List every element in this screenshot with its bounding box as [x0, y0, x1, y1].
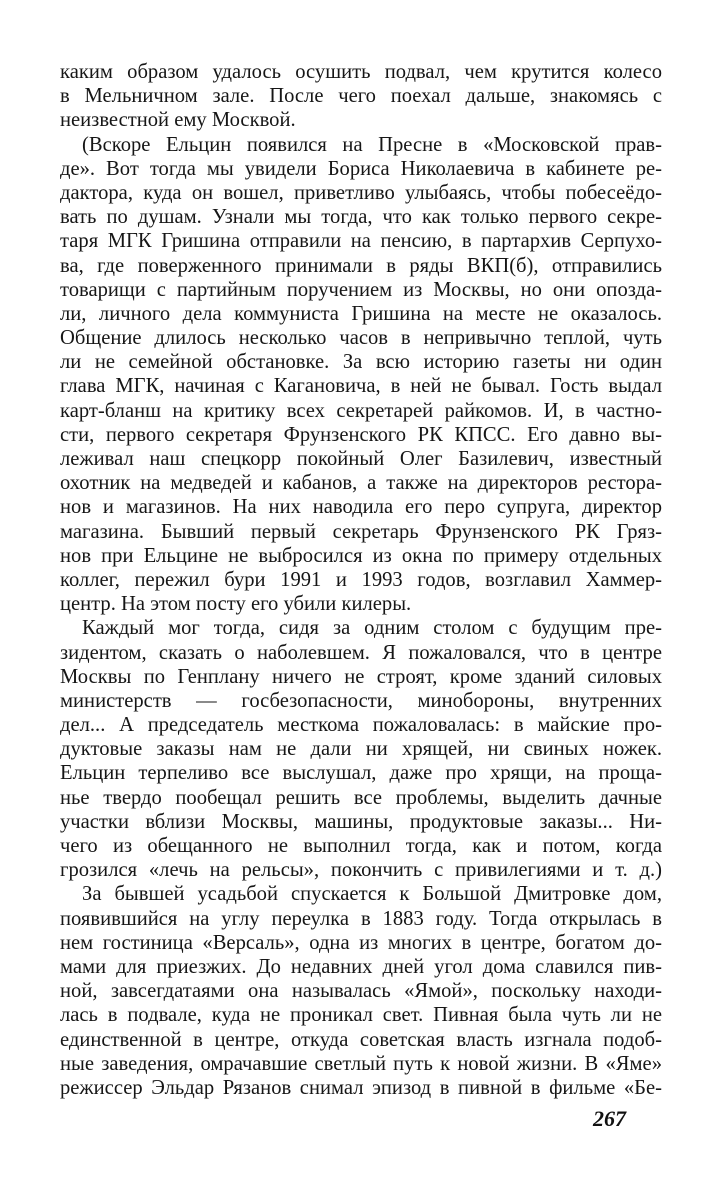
text-line: Каждый мог тогда, сидя за одним столом с будущим пре- — [82, 617, 662, 640]
text-line: единственной в центре, откуда советская власть изгнала подоб- — [60, 1028, 662, 1051]
text-line: нем гостиница «Версаль», одна из многих в центре, богатом до- — [60, 931, 662, 954]
text-line: ли не семейной обстановке. За всю историю газеты ни один — [60, 351, 662, 374]
text-line: зидентом, сказать о наболевшем. Я пожаловался, что в центре — [60, 641, 662, 664]
text-line: Москвы по Генплану ничего не строят, кроме зданий силовых — [60, 665, 662, 688]
text-line: глава МГК, начиная с Кагановича, в ней не бывал. Гость выдал — [60, 375, 662, 398]
text-line: сти, первого секретаря Фрунзенского РК КПСС. Его давно вы- — [60, 423, 662, 446]
text-line: лась в подвале, куда не проникал свет. Пивная была чуть ли не — [60, 1004, 662, 1027]
text-line: карт-бланш на критику всех секретарей райкомов. И, в частно- — [60, 399, 662, 422]
text-line: режиссер Эльдар Рязанов снимал эпизод в пивной в фильме «Бе- — [60, 1076, 662, 1099]
text-line: дуктовые заказы нам не дали ни хрящей, ни свиных ножек. — [60, 738, 662, 761]
text-line: Ельцин терпеливо все выслушал, даже про хрящи, на проща- — [60, 762, 662, 785]
text-line: дактора, куда он вошел, приветливо улыбаясь, чтобы побесеёдо- — [60, 181, 662, 204]
text-line: дел... А председатель месткома пожаловалась: в майские про- — [60, 714, 662, 737]
text-line: каким образом удалось осушить подвал, чем крутится колесо — [60, 61, 662, 83]
text-line: коллег, пережил бури 1991 и 1993 годов, возглавил Хаммер- — [60, 568, 662, 591]
text-line: товарищи с партийным поручением из Москвы, но они опозда- — [60, 278, 662, 301]
text-line: участки вблизи Москвы, машины, продуктовые заказы... Ни- — [60, 810, 662, 833]
text-line: грозился «лечь на рельсы», покончить с привилегиями и т. д.) — [60, 859, 662, 882]
text-line: нье твердо пообещал решить все проблемы, выделить дачные — [60, 786, 662, 809]
text-line: (Вскоре Ельцин появился на Пресне в «Московской прав- — [82, 133, 662, 156]
paragraph-4 — [60, 882, 662, 1100]
text-line: ли, личного дела коммуниста Гришина на месте не оказалось. — [60, 302, 662, 325]
page-number: 267 — [593, 1106, 626, 1131]
text-line: магазина. Бывший первый секретарь Фрунзенского РК Гряз- — [60, 520, 662, 543]
text-line: вать по душам. Узнали мы тогда, что как только первого секре- — [60, 206, 662, 229]
text-line: в Мельничном зале. После чего поехал дальше, знакомясь с — [60, 85, 662, 108]
text-line: неизвестной ему Москвой. — [60, 109, 296, 132]
text-line: министерств — госбезопасности, минобороны, внутренних — [60, 689, 662, 712]
text-line: ной, завсегдатаями она называлась «Ямой», поскольку находи- — [60, 980, 662, 1003]
text-line: За бывшей усадьбой спускается к Большой Дмитровке дом, — [82, 883, 662, 906]
text-line: ва, где поверженного принимали в ряды ВКП(б), отправились — [60, 254, 662, 277]
text-line: появившийся на углу переулка в 1883 году. Тогда открылась в — [60, 907, 662, 930]
text-line: де». Вот тогда мы увидели Бориса Николаевича в кабинете ре- — [60, 157, 662, 180]
text-line: мами для приезжих. До недавних дней угол дома славился пив- — [60, 955, 662, 978]
text-line: леживал наш спецкорр покойный Олег Базилевич, известный — [60, 448, 662, 470]
text-line: чего из обещанного не выполнил тогда, как и потом, когда — [60, 835, 662, 857]
text-line: ные заведения, омрачавшие светлый путь к новой жизни. В «Яме» — [60, 1052, 662, 1075]
paragraph-3 — [60, 616, 662, 882]
text-line: охотник на медведей и кабанов, а также на директоров рестора- — [60, 472, 662, 495]
paragraph-2 — [60, 133, 662, 617]
text-line: центр. На этом посту его убили килеры. — [60, 593, 412, 616]
page-text — [60, 60, 662, 1170]
text-line: нов и магазинов. На них наводила его перо супруга, директор — [60, 496, 662, 519]
text-line: нов при Ельцине не выбросился из окна по примеру отдельных — [60, 544, 662, 567]
paragraph-1 — [60, 60, 662, 133]
text-line: Общение длилось несколько часов в непривычно теплой, чуть — [60, 327, 662, 350]
text-line: таря МГК Гришина отправили на пенсию, в партархив Серпухо- — [60, 230, 662, 253]
